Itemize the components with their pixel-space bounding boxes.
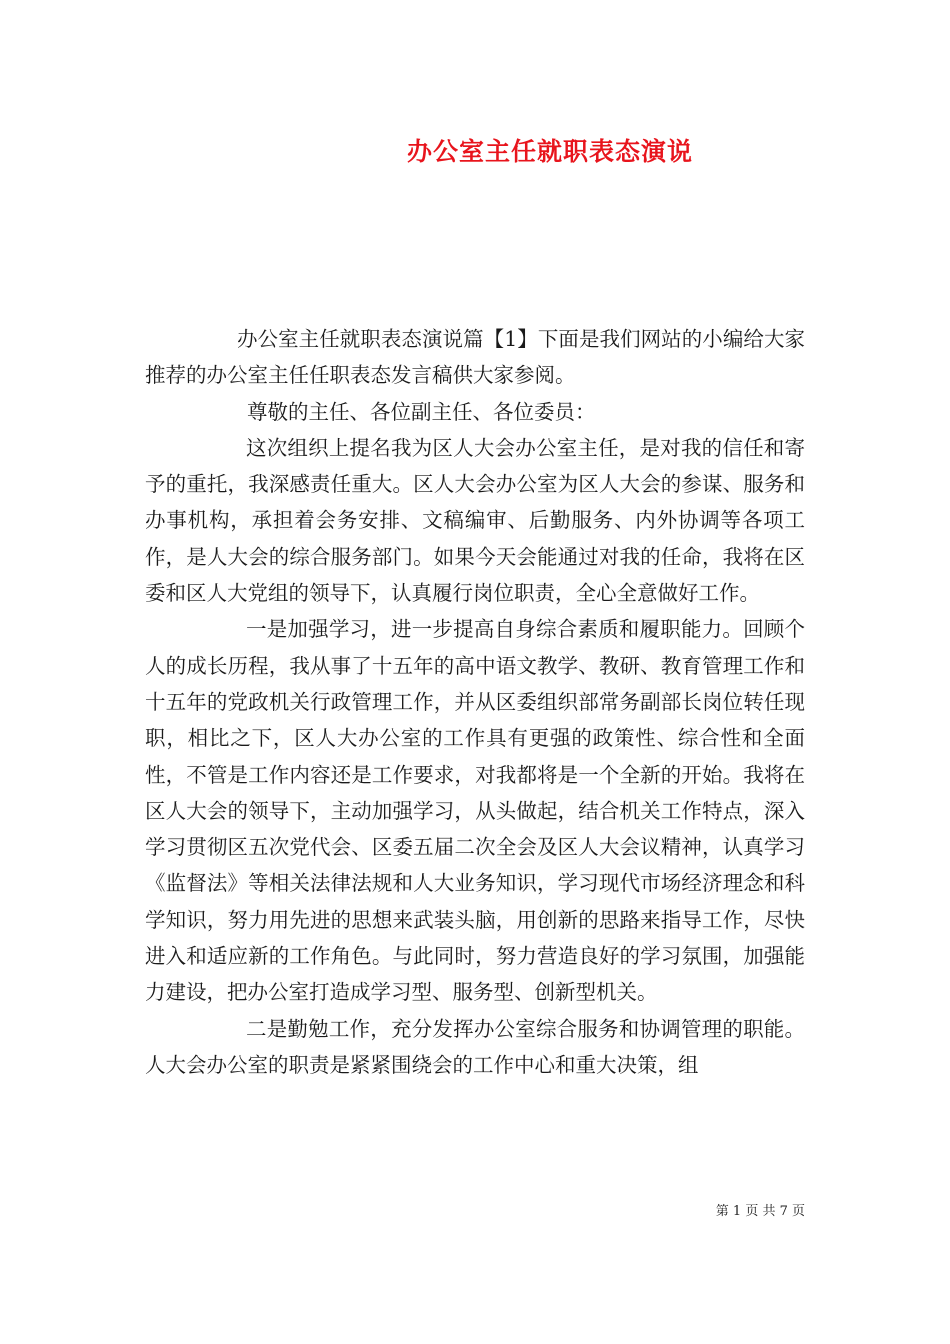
- paragraph-point-one: 一是加强学习，进一步提高自身综合素质和履职能力。回顾个人的成长历程，我从事了十五年的高中语文教学、教研、教育管理工作和十五年的党政机关行政管理工作，并从区委组织部常务副部长岗位转任现职，相比之下，区人大办公室的工作具有更强的政策性、综合性和全面性，不管是工作内容还是工作要求，对我都将是一个全新的开始。我将在区人大会的领导下，主动加强学习，从头做起，结合机关工作特点，深入学习贯彻区五次党代会、区委五届二次全会及区人大会议精神，认真学习《监督法》等相关法律法规和人大业务知识，学习现代市场经济理念和科学知识，努力用先进的思想来武装头脑，用创新的思路来指导工作，尽快进入和适应新的工作角色。与此同时，努力营造良好的学习氛围，加强能力建设，把办公室打造成学习型、服务型、创新型机关。: [145, 617, 805, 1005]
- document-body: [145, 321, 805, 1083]
- document-title: 办公室主任就职表态演说: [406, 137, 693, 166]
- page-number-footer: 第 1 页 共 7 页: [715, 1204, 805, 1219]
- paragraph-opening: 这次组织上提名我为区人大会办公室主任，是对我的信任和寄予的重托，我深感责任重大。区人大会办公室为区人大会的参谋、服务和办事机构，承担着会务安排、文稿编审、后勤服务、内外协调等各项工作，是人大会的综合服务部门。如果今天会能通过对我的任命，我将在区委和区人大党组的领导下，认真履行岗位职责，全心全意做好工作。: [145, 435, 805, 606]
- paragraph-intro: 办公室主任就职表态演说篇【1】下面是我们网站的小编给大家推荐的办公室主任任职表态发言稿供大家参阅。: [145, 327, 805, 388]
- paragraph-salutation: 尊敬的主任、各位副主任、各位委员：: [247, 399, 596, 424]
- paragraph-point-two: 二是勤勉工作，充分发挥办公室综合服务和协调管理的职能。人大会办公室的职责是紧紧围绕会的工作中心和重大决策，组: [145, 1016, 805, 1077]
